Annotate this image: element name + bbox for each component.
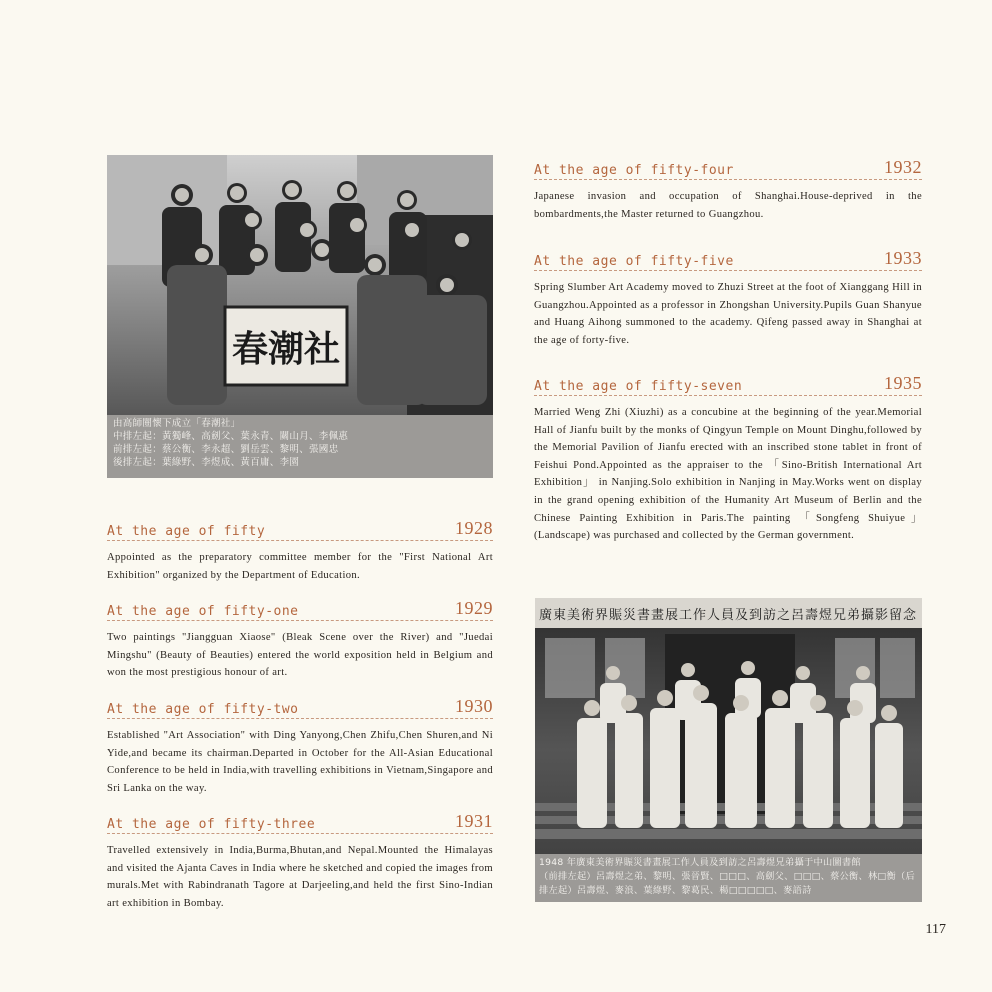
caption-line: （前排左起）呂壽煜之弟、黎明、張晉賢、□□□、高劍父、□□□、蔡公衡、林□衡（后 [539,871,915,882]
entry-age: At the age of fifty-four [534,163,734,178]
caption-line: 中排左起：黃獨峰、高劍父、葉永青、關山月、李佩惠 [113,431,349,442]
entry-text: Travelled extensively in India,Burma,Bhutan,and Nepal.Mounted the Himalayas and visited the Ajanta Caves in India where he sketched and copied the images from murals.Met with Rabindranath Tagore at Darjeeling,and held the first Sino-Indian art exhibition in Bombay. [107,845,493,909]
page-number: 117 [925,922,946,937]
caption-line: 後排左起：葉綠野、李煜成、黃百庸、李園 [113,457,300,468]
entry-text: Spring Slumber Art Academy moved to Zhuzi Street at the foot of Xianggang Hill in Guangzhou.Appointed as a professor in Zhongshan University.Pupils Guan Shanyue and Huang Aihong summoned to the academy. Qifeng passed away in Shanghai at the age of forty-five. [534,282,922,346]
entry-year: 1932 [884,157,922,177]
entry-age: At the age of fifty-one [107,604,299,619]
entry-1929 [107,598,493,682]
entry-age: At the age of fifty-five [534,254,734,269]
caption-line: 前排左起：蔡公衡、李永超、劉岳雲、黎明、張國忠 [113,444,339,455]
entry-year: 1929 [455,598,493,618]
caption-line: 排左起）呂壽煜、麥浪、葉綠野、黎葛民、楊□□□□□、麥語詩 [539,885,812,896]
entry-text: Established "Art Association" with Ding Yanyong,Chen Zhifu,Chen Shuren,and Ni Yide,and became its chairman.Departed in October for the All-Asian Educational Conference to be held in India,with travelling exhibitions in Vietnam,Singapore and Sri Lanka on the way. [107,730,493,794]
sign-text: 春潮社 [231,329,341,370]
caption-line: 由高師闓懷下成立「春潮社」 [113,418,241,429]
entry-age: At the age of fifty [107,524,266,539]
entry-age: At the age of fifty-seven [534,379,743,394]
entry-age: At the age of fifty-three [107,817,316,832]
photo-caption [535,854,922,902]
group-photo-1948-exhibition [535,598,922,902]
entry-year: 1935 [884,373,922,393]
entry-year: 1931 [455,811,493,831]
entry-text: Appointed as the preparatory committee member for the "First National Art Exhibition" organized by the Department of Education. [107,552,493,581]
entry-1931 [107,811,493,912]
entry-1928 [107,518,493,584]
entry-text: Japanese invasion and occupation of Shanghai.House-deprived in the bombardments,the Master returned to Guangzhou. [534,191,922,220]
entry-text: Married Weng Zhi (Xiuzhi) as a concubine at the beginning of the year.Memorial Hall of Jianfu built by the monks of Qingyun Temple on Mount Dinghu,followed by the Memorial Pavilion of Jianfu erected with an inscribed stone tablet in front of Feishui Pond.Appointed as the appraiser to the 「Sino-British International Art Exhibition」 in Nanjing.Solo exhibition in Nanjing in May.Works went on display in the grand opening exhibition of the Humanity Art Museum of Berlin and the Chinese Painting Exhibition in Paris.The painting 「Songfeng Shuiyue」 (Landscape) was purchased and collected by the German government. [534,407,922,542]
entry-1935 [534,373,922,545]
photo-caption [107,415,493,478]
entry-text: Two paintings "Jiangguan Xiaose" (Bleak Scene over the River) and "Juedai Mingshu" (Beauty of Beauties) entered the world exposition held in Belgium and won the most prestigious honour of art. [107,632,493,679]
entry-year: 1930 [455,696,493,716]
entry-year: 1928 [455,518,493,538]
entry-1930 [107,696,493,797]
group-photo-chunchao-society [107,155,493,478]
caption-line: 1948 年廣東美術界賑災書畫展工作人員及到訪之呂壽煜兄弟攝于中山圖書館 [539,857,861,868]
entry-age: At the age of fifty-two [107,702,299,717]
entry-1933 [534,248,922,349]
banner-text: 廣東美術界賑災書畫展工作人員及到訪之呂壽煜兄弟攝影留念 [538,608,918,623]
entry-year: 1933 [884,248,922,268]
entry-1932 [534,157,922,223]
